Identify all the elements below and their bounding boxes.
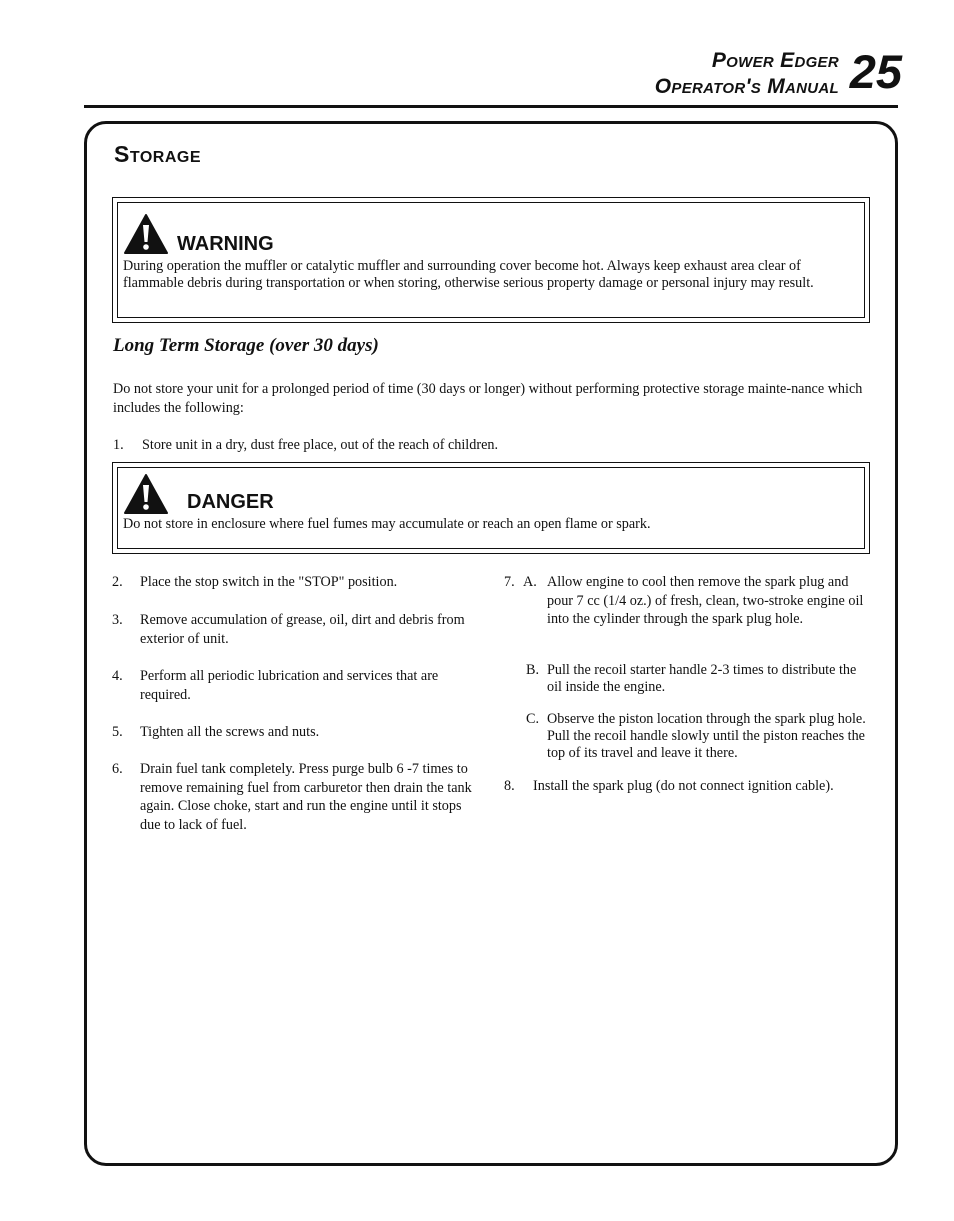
step-6-number: 6. <box>112 761 123 777</box>
step-3-number: 3. <box>112 612 123 628</box>
header-title-line1: Power Edger <box>711 49 839 72</box>
warning-heading: WARNING <box>177 233 274 255</box>
step-7b-text: Pull the recoil starter handle 2-3 times to distribute the oil inside the engine. <box>547 662 857 695</box>
step-7a-label: A. <box>523 574 537 590</box>
section-title: Storage <box>114 141 201 167</box>
danger-box <box>112 462 870 554</box>
warning-triangle-icon <box>123 213 169 255</box>
step-4-text: Perform all periodic lubrication and services that are required. <box>140 668 439 703</box>
header-rule <box>84 105 898 108</box>
step-1-text: Store unit in a dry, dust free place, out of the reach of children. <box>142 437 499 453</box>
step-2-text: Place the stop switch in the "STOP" position. <box>140 574 398 590</box>
danger-triangle-icon <box>123 473 169 515</box>
step-1-number: 1. <box>113 437 124 453</box>
header-title <box>655 48 839 100</box>
step-7a-text: Allow engine to cool then remove the spark plug and pour 7 cc (1/4 oz.) of fresh, clean, two-stroke engine oil into the cylinder through the spark plug hole. <box>547 574 864 627</box>
warning-box <box>112 197 870 323</box>
step-7c-label: C. <box>526 711 540 727</box>
header-title-line2: Operator's Manual <box>654 75 839 98</box>
step-8-number: 8. <box>504 778 515 794</box>
step-5-number: 5. <box>112 724 123 740</box>
step-4-number: 4. <box>112 668 123 684</box>
danger-text: Do not store in enclosure where fuel fumes may accumulate or reach an open flame or spark. <box>123 516 651 532</box>
long-term-storage-heading: Long Term Storage (over 30 days) <box>113 335 379 356</box>
step-7c-text: Observe the piston location through the spark plug hole. Pull the recoil handle slowly until the piston reaches the top of its travel and leave it there. <box>547 711 866 761</box>
step-7-number: 7. <box>504 574 515 590</box>
step-8-text: Install the spark plug (do not connect ignition cable). <box>533 778 834 794</box>
step-2-number: 2. <box>112 574 123 590</box>
long-term-intro: Do not store your unit for a prolonged period of time (30 days or longer) without performing protective storage mainte-nance which includes the following: <box>113 381 863 416</box>
step-3-text: Remove accumulation of grease, oil, dirt and debris from exterior of unit. <box>140 612 465 647</box>
danger-heading: DANGER <box>187 491 274 513</box>
step-6-text: Drain fuel tank completely. Press purge bulb 6 -7 times to remove remaining fuel from carburetor then drain the tank again. Close choke, start and run the engine until it stops due to lack of fuel. <box>140 761 472 833</box>
warning-text: During operation the muffler or catalytic muffler and surrounding cover become hot. Always keep exhaust area clear of flammable debris during transportation or when storing, otherwise serious property damage or personal injury may result. <box>123 258 814 291</box>
page-number: 25 <box>849 45 902 98</box>
step-7b-label: B. <box>526 662 540 678</box>
step-5-text: Tighten all the screws and nuts. <box>140 724 320 740</box>
